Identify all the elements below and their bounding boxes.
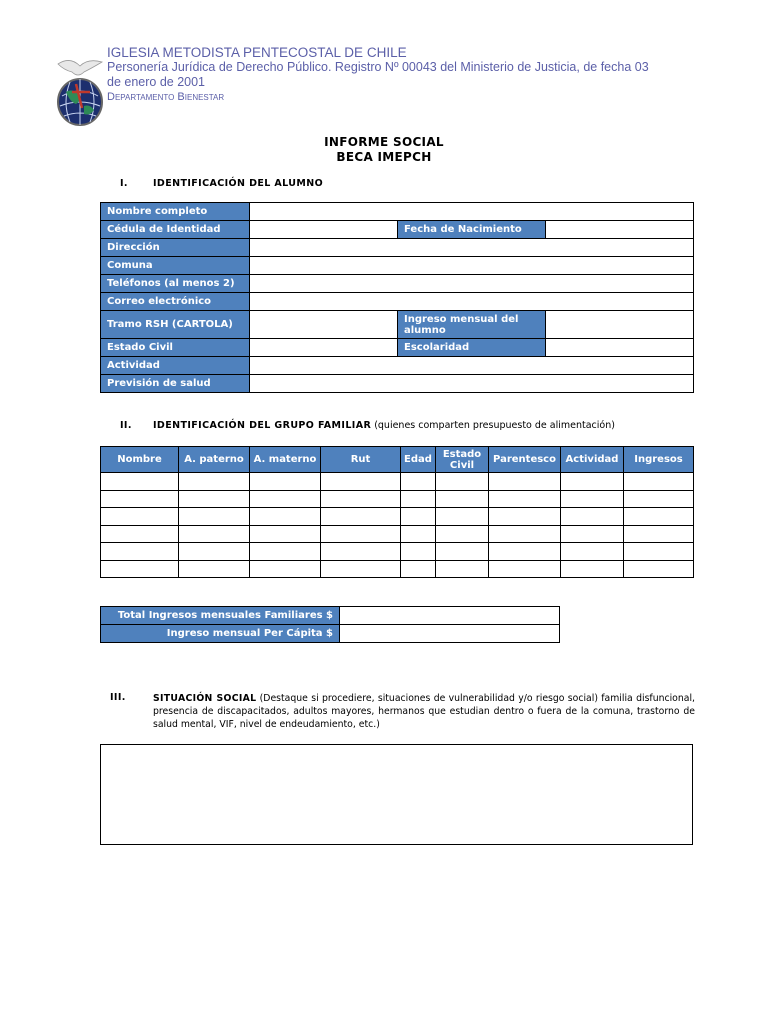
cell[interactable] — [436, 560, 489, 578]
cell[interactable] — [561, 543, 624, 561]
cell[interactable] — [179, 508, 250, 526]
label-correo: Correo electrónico — [101, 293, 250, 311]
cell[interactable] — [101, 473, 179, 491]
cell[interactable] — [250, 508, 321, 526]
section-2-note: (quienes comparten presupuesto de alimentación) — [371, 420, 615, 431]
cell[interactable] — [321, 525, 401, 543]
cell[interactable] — [489, 473, 561, 491]
cell[interactable] — [436, 508, 489, 526]
cell[interactable] — [436, 543, 489, 561]
cell[interactable] — [101, 508, 179, 526]
col-a-materno: A. materno — [250, 447, 321, 473]
org-name: IGLESIA METODISTA PENTECOSTAL DE CHILE — [107, 45, 407, 60]
section-3-text — [153, 692, 695, 731]
field-total-familiar[interactable] — [340, 607, 560, 625]
table-row — [101, 473, 694, 491]
cell[interactable] — [179, 473, 250, 491]
label-telefonos: Teléfonos (al menos 2) — [101, 275, 250, 293]
label-total-familiar: Total Ingresos mensuales Familiares $ — [101, 607, 340, 625]
cell[interactable] — [401, 543, 436, 561]
field-estado-civil[interactable] — [250, 339, 398, 357]
field-ingreso-alumno[interactable] — [546, 311, 694, 339]
label-comuna: Comuna — [101, 257, 250, 275]
cell[interactable] — [250, 543, 321, 561]
section-2-number: II. — [120, 420, 132, 431]
cell[interactable] — [436, 473, 489, 491]
church-logo — [52, 48, 108, 128]
cell[interactable] — [179, 543, 250, 561]
department: Departamento Bienestar — [107, 91, 225, 103]
cell[interactable] — [624, 525, 694, 543]
table-row — [101, 508, 694, 526]
field-direccion[interactable] — [250, 239, 694, 257]
cell[interactable] — [401, 473, 436, 491]
cell[interactable] — [436, 525, 489, 543]
cell[interactable] — [321, 490, 401, 508]
section-3-title: SITUACIÓN SOCIAL — [153, 693, 257, 704]
section-2-title: IDENTIFICACIÓN DEL GRUPO FAMILIAR — [153, 420, 372, 431]
organization-header — [107, 45, 649, 105]
field-correo[interactable] — [250, 293, 694, 311]
label-per-capita: Ingreso mensual Per Cápita $ — [101, 625, 340, 643]
label-actividad: Actividad — [101, 357, 250, 375]
col-actividad: Actividad — [561, 447, 624, 473]
field-prevision[interactable] — [250, 375, 694, 393]
col-parentesco: Parentesco — [489, 447, 561, 473]
cell[interactable] — [321, 473, 401, 491]
label-escolaridad: Escolaridad — [398, 339, 546, 357]
table-row — [101, 490, 694, 508]
cell[interactable] — [624, 473, 694, 491]
field-nombre[interactable] — [250, 203, 694, 221]
label-tramo-rsh: Tramo RSH (CARTOLA) — [101, 311, 250, 339]
field-actividad[interactable] — [250, 357, 694, 375]
cell[interactable] — [489, 525, 561, 543]
field-cedula[interactable] — [250, 221, 398, 239]
section-2-heading — [120, 420, 615, 431]
col-rut: Rut — [321, 447, 401, 473]
cell[interactable] — [250, 473, 321, 491]
document-title: INFORME SOCIAL — [324, 135, 444, 149]
field-per-capita[interactable] — [340, 625, 560, 643]
cell[interactable] — [489, 490, 561, 508]
legal-line-1: Personería Jurídica de Derecho Público. Registro Nº 00043 del Ministerio de Justicia, de fecha 03 — [107, 60, 649, 74]
student-table — [100, 202, 694, 393]
table-row — [101, 560, 694, 578]
cell[interactable] — [179, 525, 250, 543]
table-row — [101, 525, 694, 543]
cell[interactable] — [101, 490, 179, 508]
cell[interactable] — [101, 543, 179, 561]
col-edad: Edad — [401, 447, 436, 473]
field-fecha-nacimiento[interactable] — [546, 221, 694, 239]
family-table — [100, 446, 694, 578]
field-tramo-rsh[interactable] — [250, 311, 398, 339]
field-escolaridad[interactable] — [546, 339, 694, 357]
label-nombre: Nombre completo — [101, 203, 250, 221]
label-estado-civil: Estado Civil — [101, 339, 250, 357]
cell[interactable] — [101, 525, 179, 543]
section-1-title: IDENTIFICACIÓN DEL ALUMNO — [153, 178, 324, 189]
cell[interactable] — [179, 490, 250, 508]
cell[interactable] — [321, 543, 401, 561]
col-nombre: Nombre — [101, 447, 179, 473]
col-estado-civil: Estado Civil — [436, 447, 489, 473]
cell[interactable] — [561, 473, 624, 491]
table-row — [101, 543, 694, 561]
label-direccion: Dirección — [101, 239, 250, 257]
social-situation-box[interactable] — [100, 744, 693, 845]
label-cedula: Cédula de Identidad — [101, 221, 250, 239]
cell[interactable] — [624, 508, 694, 526]
section-3-number: III. — [110, 692, 126, 703]
section-1-number: I. — [120, 178, 128, 189]
legal-line-2: de enero de 2001 — [107, 75, 206, 89]
cell[interactable] — [250, 490, 321, 508]
cell[interactable] — [624, 543, 694, 561]
label-prevision: Previsión de salud — [101, 375, 250, 393]
section-3-description: (Destaque si procediere, situaciones de vulnerabilidad y/o riesgo social) familia disfuncional, presencia de discapacitados, adultos mayores, hermanos que estudian dentro o fuera de la comuna, trastorno de salud mental, VIF, nivel de endeudamiento, etc.) — [153, 693, 695, 730]
cell[interactable] — [561, 508, 624, 526]
cell[interactable] — [101, 560, 179, 578]
col-a-paterno: A. paterno — [179, 447, 250, 473]
field-telefonos[interactable] — [250, 275, 694, 293]
section-1-heading — [120, 178, 323, 189]
label-ingreso-alumno: Ingreso mensual del alumno — [398, 311, 546, 339]
cell[interactable] — [561, 525, 624, 543]
cell[interactable] — [489, 543, 561, 561]
cell[interactable] — [624, 560, 694, 578]
cell[interactable] — [561, 490, 624, 508]
cell[interactable] — [179, 560, 250, 578]
cell[interactable] — [250, 525, 321, 543]
cell[interactable] — [489, 560, 561, 578]
cell[interactable] — [561, 560, 624, 578]
cell[interactable] — [401, 490, 436, 508]
totals-table — [100, 606, 560, 643]
cell[interactable] — [401, 508, 436, 526]
document-subtitle: BECA IMEPCH — [336, 150, 432, 164]
label-fecha-nacimiento: Fecha de Nacimiento — [398, 221, 546, 239]
field-comuna[interactable] — [250, 257, 694, 275]
cell[interactable] — [489, 508, 561, 526]
cell[interactable] — [624, 490, 694, 508]
cell[interactable] — [321, 560, 401, 578]
cell[interactable] — [401, 525, 436, 543]
cell[interactable] — [436, 490, 489, 508]
col-ingresos: Ingresos — [624, 447, 694, 473]
cell[interactable] — [250, 560, 321, 578]
cell[interactable] — [321, 508, 401, 526]
cell[interactable] — [401, 560, 436, 578]
